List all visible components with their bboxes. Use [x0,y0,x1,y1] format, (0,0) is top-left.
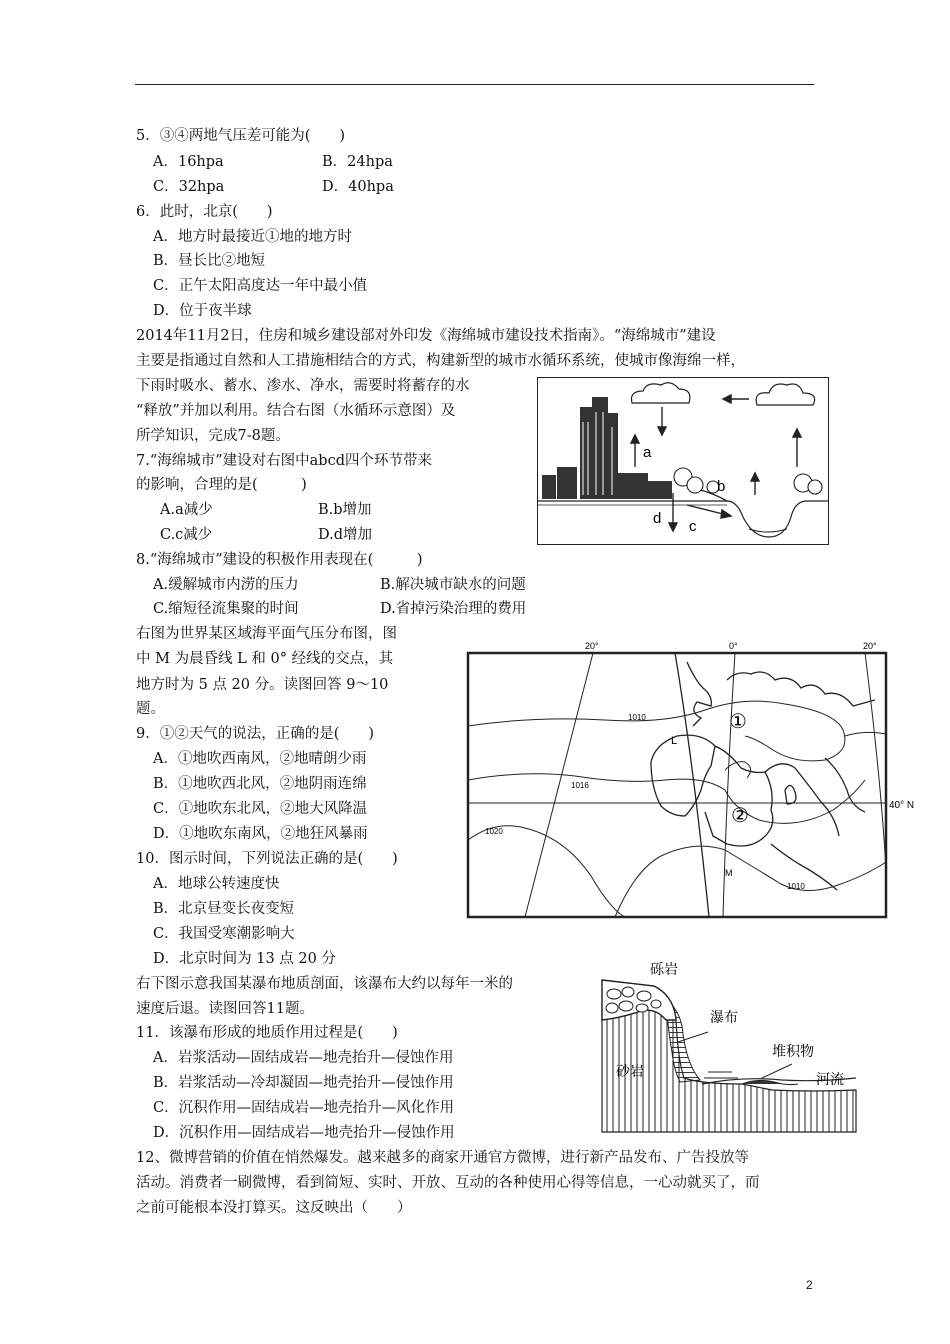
isobar-1010-top: 1010 [628,713,646,722]
q7-option-b: B.b增加 [318,502,372,518]
q5-option-d: D．40hpa [322,179,394,195]
q8-option-b: B.解决城市缺水的问题 [380,577,526,593]
lon-20w: 20° [585,641,599,651]
q6-option-c: C．正午太阳高度达一年中最小值 [153,278,368,294]
q5-stem: 5．③④两地气压差可能为( ) [136,128,346,144]
q8-option-d: D.省掉污染治理的费用 [380,601,527,617]
sponge-line-1: 2014年11月2日，住房和城乡建设部对外印发《海绵城市建设技术指南》。“海绵城市”建设 [136,328,716,344]
isobar-1010-bottom: 1010 [787,882,805,891]
q6-option-b: B．昼长比②地短 [153,253,266,269]
label-river: 河流 [816,1071,844,1087]
map-intro-1: 右图为世界某区域海平面气压分布图，图 [136,626,397,642]
q11-option-b: B．岩浆活动—冷却凝固—地壳抬升—侵蚀作用 [153,1075,454,1091]
label-gravel: 砾岩 [650,961,678,977]
point-2: ② [731,805,749,827]
q12-line-3: 之前可能根本没打算买。这反映出（ ） [136,1200,412,1216]
waterfall-intro-2: 速度后退。读图回答11题。 [136,1001,314,1017]
map-intro-2: 中 M 为晨昏线 L 和 0° 经线的交点，其 [136,651,394,667]
q7-option-c: C.c减少 [160,527,213,543]
label-a: a [643,444,652,461]
q7-option-a: A.a减少 [160,502,213,518]
q8-option-c: C.缩短径流集聚的时间 [153,601,299,617]
q9-option-d: D．①地吹东南风，②地狂风暴雨 [153,826,368,842]
q11-option-c: C．沉积作用—固结成岩—地壳抬升—风化作用 [153,1100,455,1116]
q11-option-d: D．沉积作用—固结成岩—地壳抬升—侵蚀作用 [153,1125,455,1141]
q10-option-a: A．地球公转速度快 [153,876,280,892]
q6-stem: 6．此时，北京( ) [136,204,273,220]
waterfall-intro-1: 右下图示意我国某瀑布地质剖面，该瀑布大约以每年一米的 [136,976,513,992]
q10-option-b: B．北京昼变长夜变短 [153,901,295,917]
q11-stem: 11．该瀑布形成的地质作用过程是( ) [136,1025,398,1041]
isobar-1016: 1016 [571,781,589,790]
header-rule [135,84,814,85]
lon-20e: 20° [863,641,877,651]
q12-line-2: 活动。消费者一刷微博，看到简短、实时、开放、互动的各种使用心得等信息，一心动就买了，而 [136,1175,760,1191]
label-b: b [717,478,726,495]
q7-option-d: D.d增加 [318,527,372,543]
q9-option-c: C．①地吹东北风，②地大风降温 [153,801,368,817]
q5-option-a: A．16hpa [153,154,224,170]
q10-option-c: C．我国受寒潮影响大 [153,926,295,942]
label-L: L [671,735,678,747]
q8-option-a: A.缓解城市内涝的压力 [153,577,299,593]
q11-option-a: A．岩浆活动—固结成岩—地壳抬升—侵蚀作用 [153,1050,454,1066]
label-sandstone: 砂岩 [616,1063,644,1079]
q10-stem: 10．图示时间，下列说法正确的是( ) [136,851,398,867]
waterfall-profile-figure [592,960,862,1135]
water-cycle-figure [537,377,829,545]
pressure-map-figure [465,640,915,920]
q10-option-d: D．北京时间为 13 点 20 分 [153,951,336,967]
sponge-line-2: 主要是指通过自然和人工措施相结合的方式，构建新型的城市水循环系统，使城市像海绵一样， [136,353,745,369]
lon-0: 0° [729,641,738,651]
q7-stem-1: 7.“海绵城市”建设对右图中abcd四个环节带来 [136,453,432,469]
label-M: M [725,868,733,878]
q7-stem-2: 的影响，合理的是( ) [136,477,307,493]
point-1: ① [729,711,747,733]
q12-line-1: 12、微博营销的价值在悄然爆发。越来越多的商家开通官方微博，进行新产品发布、广告投放等 [136,1150,749,1166]
label-d: d [653,510,662,527]
label-fall: 瀑布 [710,1009,738,1025]
q5-option-b: B．24hpa [322,154,393,170]
page-number: 2 [806,1278,813,1292]
sponge-line-5: 所学知识，完成7-8题。 [136,428,290,444]
lat-40n: 40° N [889,800,915,811]
q9-option-a: A．①地吹西南风，②地晴朗少雨 [153,751,367,767]
sponge-line-4: “释放”并加以利用。结合右图（水循环示意图）及 [136,403,456,419]
sponge-line-3: 下雨时吸水、蓄水、渗水、净水，需要时将蓄存的水 [136,378,470,394]
isobar-1020: 1020 [485,827,503,836]
q9-stem: 9．①②天气的说法，正确的是( ) [136,726,375,742]
q8-stem: 8.“海绵城市”建设的积极作用表现在( ) [136,552,423,568]
q5-option-c: C．32hpa [153,179,225,195]
map-intro-3: 地方时为 5 点 20 分。读图回答 9～10 [136,677,389,693]
label-deposit: 堆积物 [772,1043,814,1059]
q6-option-d: D．位于夜半球 [153,303,252,319]
map-intro-4: 题。 [136,701,165,717]
label-c: c [689,518,697,535]
deposit-pile [742,1080,798,1084]
q9-option-b: B．①地吹西北风，②地阴雨连绵 [153,776,367,792]
q6-option-a: A．地方时最接近①地的地方时 [153,229,352,245]
